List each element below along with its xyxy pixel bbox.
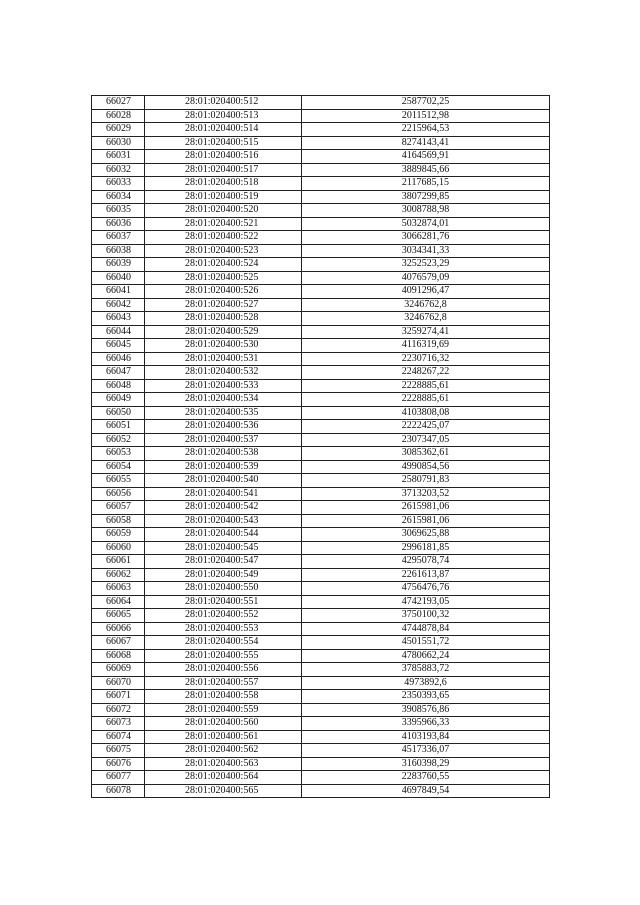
row-number-cell: 66065 (92, 609, 145, 623)
row-number-cell: 66052 (92, 433, 145, 447)
cadastral-number-cell: 28:01:020400:563 (145, 757, 302, 771)
cadastral-number-cell: 28:01:020400:526 (145, 285, 302, 299)
row-number-cell: 66051 (92, 420, 145, 434)
cadastral-number-cell: 28:01:020400:522 (145, 231, 302, 245)
row-number-cell: 66046 (92, 352, 145, 366)
row-number-cell: 66076 (92, 757, 145, 771)
table-row (92, 285, 550, 299)
row-number-cell: 66049 (92, 393, 145, 407)
table-row (92, 339, 550, 353)
row-number-cell: 66028 (92, 109, 145, 123)
cadastral-value-cell: 2580791,83 (302, 474, 550, 488)
cadastral-value-cell: 2215964,53 (302, 123, 550, 137)
cadastral-number-cell: 28:01:020400:513 (145, 109, 302, 123)
cadastral-value-cell: 4990854,56 (302, 460, 550, 474)
row-number-cell: 66032 (92, 163, 145, 177)
cadastral-value-cell: 3889845,66 (302, 163, 550, 177)
cadastral-number-cell: 28:01:020400:557 (145, 676, 302, 690)
cadastral-number-cell: 28:01:020400:553 (145, 622, 302, 636)
row-number-cell: 66068 (92, 649, 145, 663)
cadastral-value-cell: 8274143,41 (302, 136, 550, 150)
row-number-cell: 66071 (92, 690, 145, 704)
row-number-cell: 66029 (92, 123, 145, 137)
cadastral-number-cell: 28:01:020400:558 (145, 690, 302, 704)
row-number-cell: 66064 (92, 595, 145, 609)
cadastral-number-cell: 28:01:020400:549 (145, 568, 302, 582)
table-row (92, 514, 550, 528)
row-number-cell: 66063 (92, 582, 145, 596)
table-row (92, 528, 550, 542)
row-number-cell: 66054 (92, 460, 145, 474)
cadastral-value-cell: 2996181,85 (302, 541, 550, 555)
cadastral-number-cell: 28:01:020400:520 (145, 204, 302, 218)
table-row (92, 663, 550, 677)
cadastral-number-cell: 28:01:020400:541 (145, 487, 302, 501)
cadastral-value-cell: 2228885,61 (302, 379, 550, 393)
cadastral-value-cell: 4295078,74 (302, 555, 550, 569)
table-row (92, 150, 550, 164)
table-row (92, 420, 550, 434)
cadastral-value-cell: 3085362,61 (302, 447, 550, 461)
cadastral-number-cell: 28:01:020400:547 (145, 555, 302, 569)
table-row (92, 123, 550, 137)
table-row (92, 717, 550, 731)
row-number-cell: 66027 (92, 96, 145, 110)
cadastral-number-cell: 28:01:020400:527 (145, 298, 302, 312)
table-row (92, 271, 550, 285)
cadastral-number-cell: 28:01:020400:523 (145, 244, 302, 258)
row-number-cell: 66067 (92, 636, 145, 650)
table-row (92, 190, 550, 204)
row-number-cell: 66057 (92, 501, 145, 515)
cadastral-number-cell: 28:01:020400:559 (145, 703, 302, 717)
cadastral-value-cell: 3069625,88 (302, 528, 550, 542)
table-row (92, 406, 550, 420)
cadastral-value-cell: 2307347,05 (302, 433, 550, 447)
cadastral-number-cell: 28:01:020400:517 (145, 163, 302, 177)
table-row (92, 771, 550, 785)
cadastral-number-cell: 28:01:020400:542 (145, 501, 302, 515)
cadastral-number-cell: 28:01:020400:530 (145, 339, 302, 353)
cadastral-value-cell: 3008788,98 (302, 204, 550, 218)
cadastral-value-cell: 2230716,32 (302, 352, 550, 366)
table-row (92, 757, 550, 771)
table-row (92, 109, 550, 123)
table-row (92, 231, 550, 245)
cadastral-value-cell: 2222425,07 (302, 420, 550, 434)
cadastral-number-cell: 28:01:020400:514 (145, 123, 302, 137)
cadastral-number-cell: 28:01:020400:529 (145, 325, 302, 339)
cadastral-number-cell: 28:01:020400:533 (145, 379, 302, 393)
cadastral-number-cell: 28:01:020400:532 (145, 366, 302, 380)
cadastral-value-cell: 3160398,29 (302, 757, 550, 771)
cadastral-value-cell: 3246762,8 (302, 312, 550, 326)
table-row (92, 622, 550, 636)
table-row (92, 379, 550, 393)
cadastral-number-cell: 28:01:020400:538 (145, 447, 302, 461)
cadastral-value-table (91, 95, 550, 798)
cadastral-value-cell: 3259274,41 (302, 325, 550, 339)
cadastral-value-cell: 5032874,01 (302, 217, 550, 231)
row-number-cell: 66034 (92, 190, 145, 204)
table-row (92, 555, 550, 569)
cadastral-value-cell: 4517336,07 (302, 744, 550, 758)
table-row (92, 582, 550, 596)
table-row (92, 393, 550, 407)
cadastral-value-cell: 2587702,25 (302, 96, 550, 110)
table-row (92, 487, 550, 501)
table-row (92, 460, 550, 474)
row-number-cell: 66030 (92, 136, 145, 150)
table-row (92, 784, 550, 798)
row-number-cell: 66041 (92, 285, 145, 299)
cadastral-value-cell: 3252523,29 (302, 258, 550, 272)
table-row (92, 447, 550, 461)
cadastral-number-cell: 28:01:020400:543 (145, 514, 302, 528)
cadastral-value-cell: 3246762,8 (302, 298, 550, 312)
table-row (92, 474, 550, 488)
row-number-cell: 66043 (92, 312, 145, 326)
row-number-cell: 66053 (92, 447, 145, 461)
table-row (92, 609, 550, 623)
cadastral-number-cell: 28:01:020400:540 (145, 474, 302, 488)
cadastral-number-cell: 28:01:020400:556 (145, 663, 302, 677)
row-number-cell: 66045 (92, 339, 145, 353)
cadastral-number-cell: 28:01:020400:521 (145, 217, 302, 231)
cadastral-value-cell: 4103808,08 (302, 406, 550, 420)
row-number-cell: 66036 (92, 217, 145, 231)
row-number-cell: 66070 (92, 676, 145, 690)
cadastral-value-cell: 2615981,06 (302, 514, 550, 528)
cadastral-number-cell: 28:01:020400:524 (145, 258, 302, 272)
table-row (92, 636, 550, 650)
row-number-cell: 66075 (92, 744, 145, 758)
table-row (92, 649, 550, 663)
cadastral-value-cell: 3713203,52 (302, 487, 550, 501)
cadastral-number-cell: 28:01:020400:554 (145, 636, 302, 650)
cadastral-value-cell: 2350393,65 (302, 690, 550, 704)
cadastral-number-cell: 28:01:020400:552 (145, 609, 302, 623)
row-number-cell: 66074 (92, 730, 145, 744)
table-row (92, 312, 550, 326)
cadastral-number-cell: 28:01:020400:560 (145, 717, 302, 731)
row-number-cell: 66044 (92, 325, 145, 339)
table-row (92, 703, 550, 717)
row-number-cell: 66042 (92, 298, 145, 312)
cadastral-value-cell: 2261613,87 (302, 568, 550, 582)
cadastral-value-cell: 3066281,76 (302, 231, 550, 245)
table-row (92, 568, 550, 582)
table-row (92, 204, 550, 218)
row-number-cell: 66048 (92, 379, 145, 393)
row-number-cell: 66073 (92, 717, 145, 731)
table-row (92, 501, 550, 515)
cadastral-number-cell: 28:01:020400:534 (145, 393, 302, 407)
cadastral-value-cell: 2283760,55 (302, 771, 550, 785)
cadastral-value-cell: 4076579,09 (302, 271, 550, 285)
cadastral-number-cell: 28:01:020400:537 (145, 433, 302, 447)
table-row (92, 177, 550, 191)
table-row (92, 676, 550, 690)
row-number-cell: 66056 (92, 487, 145, 501)
cadastral-number-cell: 28:01:020400:525 (145, 271, 302, 285)
table-row (92, 217, 550, 231)
row-number-cell: 66069 (92, 663, 145, 677)
table-row (92, 298, 550, 312)
row-number-cell: 66033 (92, 177, 145, 191)
row-number-cell: 66058 (92, 514, 145, 528)
table-row (92, 163, 550, 177)
cadastral-number-cell: 28:01:020400:555 (145, 649, 302, 663)
table-row (92, 595, 550, 609)
table-row (92, 541, 550, 555)
cadastral-number-cell: 28:01:020400:519 (145, 190, 302, 204)
cadastral-value-cell: 2117685,15 (302, 177, 550, 191)
cadastral-number-cell: 28:01:020400:539 (145, 460, 302, 474)
table-row (92, 433, 550, 447)
table-row (92, 690, 550, 704)
row-number-cell: 66031 (92, 150, 145, 164)
cadastral-value-cell: 4756476,76 (302, 582, 550, 596)
cadastral-value-cell: 2615981,06 (302, 501, 550, 515)
cadastral-number-cell: 28:01:020400:561 (145, 730, 302, 744)
row-number-cell: 66072 (92, 703, 145, 717)
cadastral-number-cell: 28:01:020400:565 (145, 784, 302, 798)
table-row (92, 366, 550, 380)
cadastral-value-cell: 4103193,84 (302, 730, 550, 744)
cadastral-value-cell: 3785883,72 (302, 663, 550, 677)
cadastral-number-cell: 28:01:020400:515 (145, 136, 302, 150)
cadastral-value-cell: 3395966,33 (302, 717, 550, 731)
cadastral-value-cell: 2228885,61 (302, 393, 550, 407)
cadastral-number-cell: 28:01:020400:531 (145, 352, 302, 366)
table-row (92, 352, 550, 366)
cadastral-number-cell: 28:01:020400:512 (145, 96, 302, 110)
row-number-cell: 66060 (92, 541, 145, 555)
cadastral-number-cell: 28:01:020400:551 (145, 595, 302, 609)
row-number-cell: 66077 (92, 771, 145, 785)
row-number-cell: 66038 (92, 244, 145, 258)
table-row (92, 730, 550, 744)
row-number-cell: 66055 (92, 474, 145, 488)
cadastral-number-cell: 28:01:020400:528 (145, 312, 302, 326)
cadastral-number-cell: 28:01:020400:518 (145, 177, 302, 191)
cadastral-value-cell: 3750100,32 (302, 609, 550, 623)
table-row (92, 96, 550, 110)
cadastral-value-cell: 4780662,24 (302, 649, 550, 663)
table-row (92, 325, 550, 339)
cadastral-value-cell: 3034341,33 (302, 244, 550, 258)
cadastral-value-cell: 4744878,84 (302, 622, 550, 636)
row-number-cell: 66035 (92, 204, 145, 218)
cadastral-value-cell: 4091296,47 (302, 285, 550, 299)
cadastral-value-cell: 3908576,86 (302, 703, 550, 717)
cadastral-value-cell: 4697849,54 (302, 784, 550, 798)
table-row (92, 744, 550, 758)
cadastral-number-cell: 28:01:020400:564 (145, 771, 302, 785)
cadastral-value-cell: 2248267,22 (302, 366, 550, 380)
row-number-cell: 66061 (92, 555, 145, 569)
table-row (92, 258, 550, 272)
cadastral-number-cell: 28:01:020400:545 (145, 541, 302, 555)
table-row (92, 244, 550, 258)
cadastral-value-cell: 4742193,05 (302, 595, 550, 609)
row-number-cell: 66078 (92, 784, 145, 798)
cadastral-value-cell: 4116319,69 (302, 339, 550, 353)
table-body (92, 96, 550, 798)
row-number-cell: 66059 (92, 528, 145, 542)
row-number-cell: 66047 (92, 366, 145, 380)
cadastral-number-cell: 28:01:020400:516 (145, 150, 302, 164)
table-row (92, 136, 550, 150)
cadastral-value-cell: 3807299,85 (302, 190, 550, 204)
row-number-cell: 66062 (92, 568, 145, 582)
cadastral-value-cell: 4973892,6 (302, 676, 550, 690)
row-number-cell: 66050 (92, 406, 145, 420)
cadastral-value-cell: 2011512,98 (302, 109, 550, 123)
cadastral-number-cell: 28:01:020400:536 (145, 420, 302, 434)
cadastral-number-cell: 28:01:020400:544 (145, 528, 302, 542)
cadastral-value-cell: 4501551,72 (302, 636, 550, 650)
cadastral-number-cell: 28:01:020400:535 (145, 406, 302, 420)
row-number-cell: 66037 (92, 231, 145, 245)
cadastral-value-cell: 4164569,91 (302, 150, 550, 164)
row-number-cell: 66066 (92, 622, 145, 636)
row-number-cell: 66039 (92, 258, 145, 272)
cadastral-number-cell: 28:01:020400:550 (145, 582, 302, 596)
row-number-cell: 66040 (92, 271, 145, 285)
cadastral-number-cell: 28:01:020400:562 (145, 744, 302, 758)
